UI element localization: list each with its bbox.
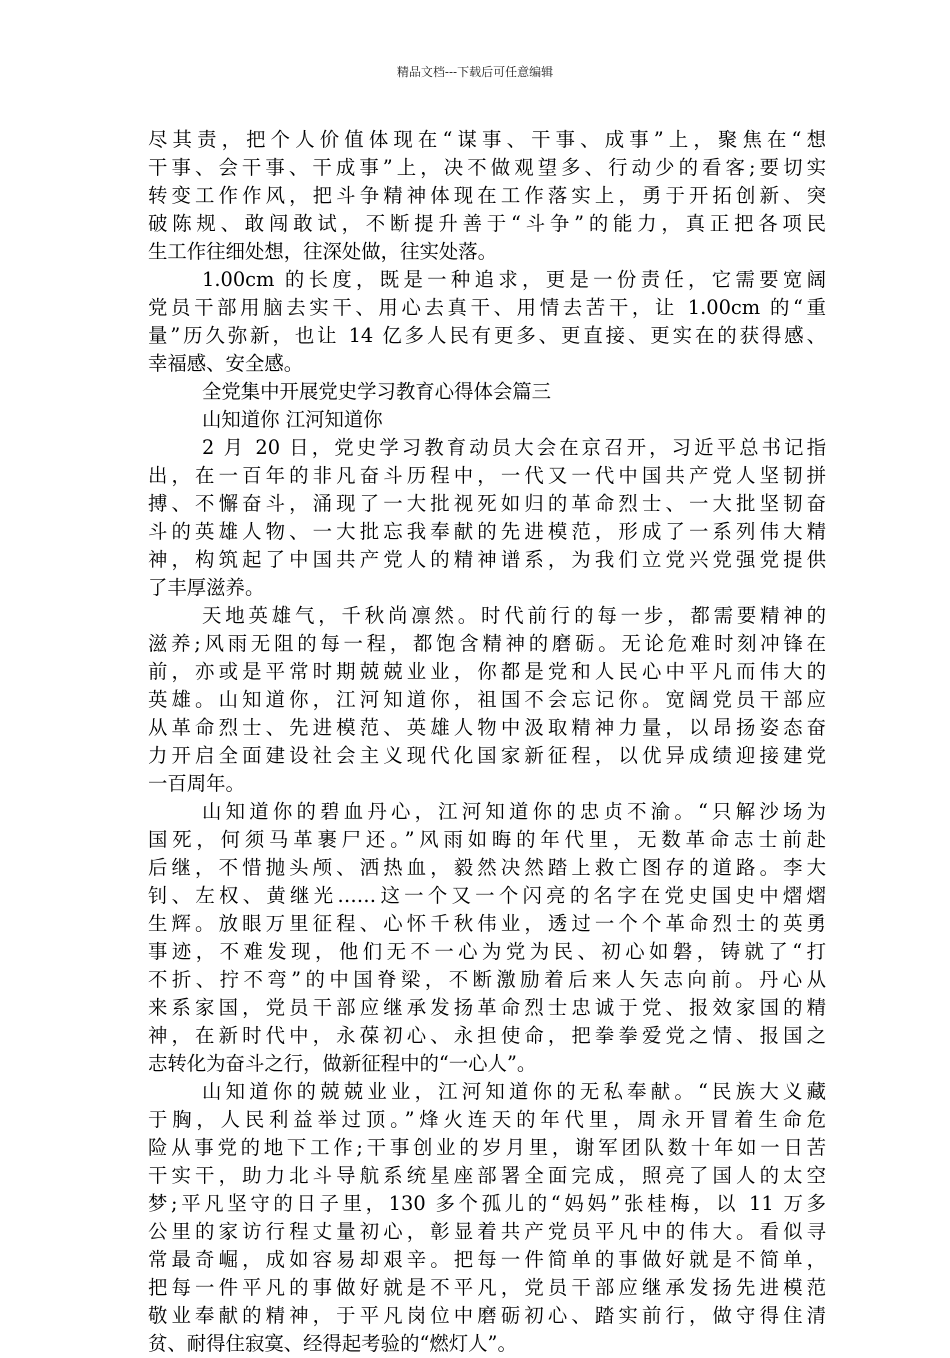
text-line: 敬业奉献的精神，于平凡岗位中磨砺初心、踏实前行，做守得住清 (148, 1304, 826, 1327)
text-line: 斗的英雄人物、一大批忘我奉献的先进模范，形成了一系列伟大精 (148, 520, 826, 543)
text-line: 干实干，助力北斗导航系统星座部署全面完成，照亮了国人的太空 (148, 1164, 826, 1187)
text-line: 钊、左权、黄继光……这一个又一个闪亮的名字在党史国史中熠熠 (148, 884, 826, 907)
text-line: 公里的家访行程丈量初心，彰显着共产党员平凡中的伟大。看似寻 (148, 1220, 826, 1243)
text-line: 贫、耐得住寂寞、经得起考验的“燃灯人”。 (148, 1332, 517, 1355)
text-line: 山知道你的兢兢业业，江河知道你的无私奉献。“民族大义藏 (202, 1080, 826, 1103)
text-line: 2 月 20 日，党史学习教育动员大会在京召开，习近平总书记指 (202, 436, 826, 459)
text-line: 于胸，人民利益举过顶。”烽火连天的年代里，周永开冒着生命危 (148, 1108, 826, 1131)
text-line: 神，构筑起了中国共产党人的精神谱系，为我们立党兴党强党提供 (148, 548, 826, 571)
text-line: 出，在一百年的非凡奋斗历程中，一代又一代中国共产党人坚韧拼 (148, 464, 826, 487)
text-line: 了丰厚滋养。 (148, 576, 265, 599)
text-line: 尽其责，把个人价值体现在“谋事、干事、成事”上，聚焦在“想 (148, 128, 826, 151)
text-line: 滋养;风雨无阻的每一程，都饱含精神的磨砺。无论危难时刻冲锋在 (148, 632, 826, 655)
page-header: 精品文档---下载后可任意编辑 (396, 65, 554, 79)
text-line: 后继，不惜抛头颅、洒热血，毅然决然踏上救亡图存的道路。李大 (148, 856, 826, 879)
text-line: 山知道你 江河知道你 (202, 408, 383, 431)
text-line: 英雄。山知道你，江河知道你，祖国不会忘记你。宽阔党员干部应 (148, 688, 826, 711)
document-body (148, 126, 826, 1358)
text-line: 梦;平凡坚守的日子里，130 多个孤儿的“妈妈”张桂梅，以 11 万多 (148, 1192, 826, 1215)
text-line: 志转化为奋斗之行，做新征程中的“一心人”。 (148, 1052, 537, 1075)
text-line: 从革命烈士、先进模范、英雄人物中汲取精神力量，以昂扬姿态奋 (148, 716, 826, 739)
text-line: 事迹，不难发现，他们无不一心为党为民、初心如磐，铸就了“打 (148, 940, 826, 963)
text-line: 生工作往细处想，往深处做，往实处落。 (148, 240, 498, 263)
text-line: 国死，何须马革裹尸还。”风雨如晦的年代里，无数革命志士前赴 (148, 828, 826, 851)
text-line: 1.00cm 的长度，既是一种追求，更是一份责任，它需要宽阔 (202, 268, 826, 291)
text-line: 破陈规、敢闯敢试，不断提升善于“斗争”的能力，真正把各项民 (148, 212, 826, 235)
text-line: 常最奇崛，成如容易却艰辛。把每一件简单的事做好就是不简单， (148, 1248, 826, 1271)
text-line: 党员干部用脑去实干、用心去真干、用情去苦干，让 1.00cm 的“重 (148, 296, 826, 319)
text-line: 不折、拧不弯”的中国脊梁，不断激励着后来人矢志向前。丹心从 (148, 968, 826, 991)
text-line: 全党集中开展党史学习教育心得体会篇三 (202, 380, 552, 403)
text-line: 力开启全面建设社会主义现代化国家新征程，以优异成绩迎接建党 (148, 744, 826, 767)
text-line: 量”历久弥新，也让 14 亿多人民有更多、更直接、更实在的获得感、 (148, 324, 826, 347)
text-line: 把每一件平凡的事做好就是不平凡，党员干部应继承发扬先进模范 (148, 1276, 826, 1299)
text-line: 前，亦或是平常时期兢兢业业，你都是党和人民心中平凡而伟大的 (148, 660, 826, 683)
text-line: 生辉。放眼万里征程、心怀千秋伟业，透过一个个革命烈士的英勇 (148, 912, 826, 935)
text-line: 险从事党的地下工作;干事创业的岁月里，谢军团队数十年如一日苦 (148, 1136, 826, 1159)
text-line: 天地英雄气，千秋尚凛然。时代前行的每一步，都需要精神的 (202, 604, 826, 627)
text-line: 干事、会干事、干成事”上，决不做观望多、行动少的看客;要切实 (148, 156, 826, 179)
text-line: 山知道你的碧血丹心，江河知道你的忠贞不渝。“只解沙场为 (202, 800, 826, 823)
text-line: 神，在新时代中，永葆初心、永担使命，把拳拳爱党之情、报国之 (148, 1024, 826, 1047)
text-line: 幸福感、安全感。 (148, 352, 304, 375)
text-line: 一百周年。 (148, 772, 245, 795)
text-line: 搏、不懈奋斗，涌现了一大批视死如归的革命烈士、一大批坚韧奋 (148, 492, 826, 515)
text-line: 来系家国，党员干部应继承发扬革命烈士忠诚于党、报效家国的精 (148, 996, 826, 1019)
text-line: 转变工作作风，把斗争精神体现在工作落实上，勇于开拓创新、突 (148, 184, 826, 207)
